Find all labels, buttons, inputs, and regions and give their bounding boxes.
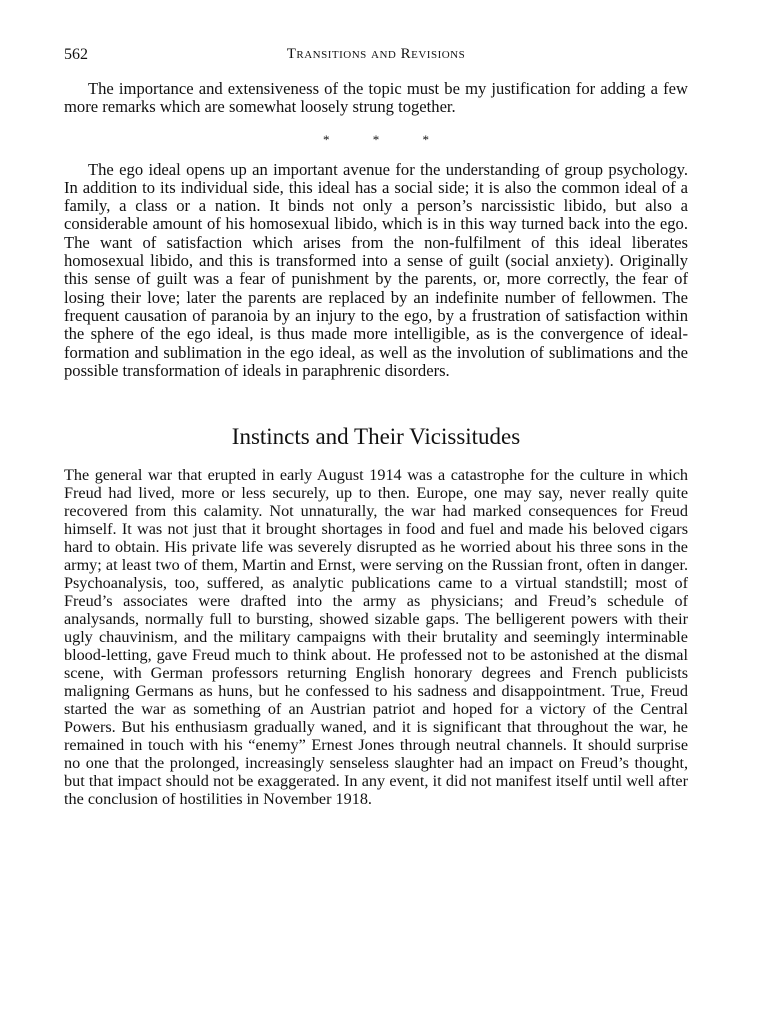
page-header	[64, 46, 688, 68]
running-head: Transitions and Revisions	[286, 46, 466, 62]
page-number: 562	[64, 46, 88, 63]
paragraph-intro: The importance and extensiveness of the topic must be my justification for adding a few more remarks which are somewhat loosely strung together.	[64, 79, 688, 117]
section-separator: * * *	[323, 131, 449, 147]
paragraph-war: The general war that erupted in early August 1914 was a catastrophe for the culture in which Freud had lived, more or less securely, up to then. Europe, one may say, never really quite recovered from this calamity. Not unnaturally, the war had marked consequences for Freud himself. It was not just that it brought shortages in food and fuel and made his beloved cigars hard to obtain. His private life was severely disrupted as he worried about his three sons in the army; at least two of them, Martin and Ernst, were serving on the Russian front, often in danger. Psychoanalysis, too, suffered, as analytic publications came to a virtual standstill; most of Freud’s associates were drafted into the army as physicians; and Freud’s schedule of analysands, normally full to bursting, showed sizable gaps. The belligerent powers with their ugly chauvinism, and the military campaigns with their brutality and seemingly interminable blood-letting, gave Freud much to think about. He professed not to be astonished at the dismal scene, with German professors returning English honorary degrees and French publicists maligning Germans as huns, but he confessed to his sadness and disappointment. True, Freud started the war as something of an Austrian patriot and hoped for a victory of the Central Powers. But his enthusiasm gradually waned, and it is significant that throughout the war, he remained in touch with his “enemy” Ernest Jones through neutral channels. It should surprise no one that the prolonged, increasingly senseless slaughter had an impact on Freud’s thought, but that impact should not be exaggerated. In any event, it did not manifest itself until well after the conclusion of hostilities in November 1918.	[64, 466, 688, 809]
section-heading: Instincts and Their Vicissitudes	[231, 424, 521, 450]
paragraph-ego-ideal: The ego ideal opens up an important avenue for the understanding of group psychology. In addition to its individual side, this ideal has a social side; it is also the common ideal of a family, a class or a nation. It binds not only a person’s narcissistic libido, but also a considerable amount of his homosexual libido, which is in this way turned back into the ego. The want of satisfaction which arises from the non-fulfilment of this ideal liberates homosexual libido, and this is transformed into a sense of guilt (social anxiety). Originally this sense of guilt was a fear of punishment by the parents, or, more correctly, the fear of losing their love; later the parents are replaced by an indefinite number of fellowmen. The frequent causation of paranoia by an injury to the ego, by a frustration of satisfaction within the sphere of the ego ideal, is thus made more intelligible, as is the convergence of ideal-formation and sublimation in the ego ideal, as well as the involution of sublimations and the possible transformation of ideals in paraphrenic disorders.	[64, 159, 688, 380]
page-body	[64, 80, 688, 808]
